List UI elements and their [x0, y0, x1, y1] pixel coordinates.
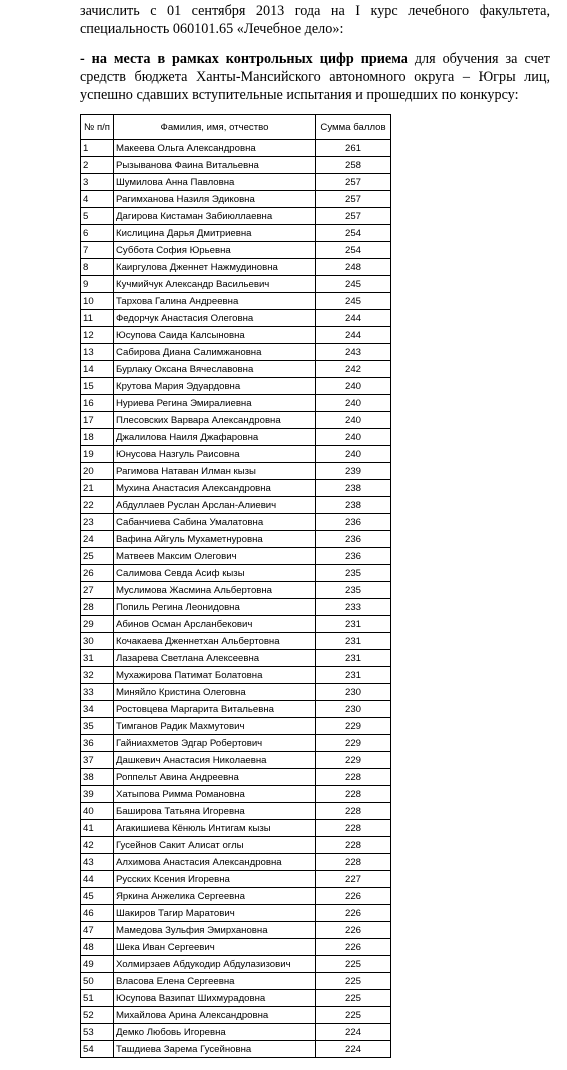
row-number: 50	[81, 973, 114, 990]
table-row	[81, 990, 391, 1007]
table-row	[81, 1007, 391, 1024]
enrollment-statement: зачислить с 01 сентября 2013 года на I курс лечебного факультета, специальность 060101.65 «Лечебное дело»:	[80, 3, 550, 37]
table-row	[81, 514, 391, 531]
row-score: 245	[316, 293, 391, 310]
row-score: 228	[316, 854, 391, 871]
row-full-name: Бурлаку Оксана Вячеславовна	[114, 361, 316, 378]
row-full-name: Кочакаева Дженнетхан Альбертовна	[114, 633, 316, 650]
row-score: 233	[316, 599, 391, 616]
row-score: 224	[316, 1041, 391, 1058]
row-number: 28	[81, 599, 114, 616]
row-score: 242	[316, 361, 391, 378]
table-row	[81, 854, 391, 871]
row-score: 245	[316, 276, 391, 293]
row-score: 231	[316, 650, 391, 667]
row-full-name: Гусейнов Сакит Алисат оглы	[114, 837, 316, 854]
row-number: 53	[81, 1024, 114, 1041]
row-number: 51	[81, 990, 114, 1007]
row-number: 31	[81, 650, 114, 667]
row-score: 240	[316, 378, 391, 395]
row-full-name: Агакишиева Кёнюль Интигам кызы	[114, 820, 316, 837]
row-number: 30	[81, 633, 114, 650]
row-score: 240	[316, 395, 391, 412]
row-full-name: Ростовцева Маргарита Витальевна	[114, 701, 316, 718]
table-body	[81, 140, 391, 1058]
row-score: 240	[316, 429, 391, 446]
row-score: 236	[316, 531, 391, 548]
row-number: 49	[81, 956, 114, 973]
row-full-name: Мухажирова Патимат Болатовна	[114, 667, 316, 684]
row-full-name: Мамедова Зульфия Эмирхановна	[114, 922, 316, 939]
row-score: 243	[316, 344, 391, 361]
table-row	[81, 871, 391, 888]
row-score: 240	[316, 412, 391, 429]
row-full-name: Юсупова Вазипат Шихмурадовна	[114, 990, 316, 1007]
row-number: 19	[81, 446, 114, 463]
row-number: 44	[81, 871, 114, 888]
row-number: 46	[81, 905, 114, 922]
table-row	[81, 684, 391, 701]
row-score: 236	[316, 514, 391, 531]
row-full-name: Кучмийчук Александр Васильевич	[114, 276, 316, 293]
table-row	[81, 310, 391, 327]
row-score: 254	[316, 225, 391, 242]
row-full-name: Матвеев Максим Олегович	[114, 548, 316, 565]
row-full-name: Дашкевич Анастасия Николаевна	[114, 752, 316, 769]
row-score: 257	[316, 191, 391, 208]
table-row	[81, 939, 391, 956]
table-row	[81, 191, 391, 208]
row-number: 14	[81, 361, 114, 378]
row-number: 34	[81, 701, 114, 718]
row-full-name: Тархова Галина Андреевна	[114, 293, 316, 310]
row-number: 45	[81, 888, 114, 905]
row-full-name: Мухина Анастасия Александровна	[114, 480, 316, 497]
row-number: 39	[81, 786, 114, 803]
table-row	[81, 293, 391, 310]
row-number: 42	[81, 837, 114, 854]
row-number: 1	[81, 140, 114, 157]
row-full-name: Рагимханова Назиля Эдиковна	[114, 191, 316, 208]
table-row	[81, 718, 391, 735]
funding-clause	[80, 50, 550, 104]
row-score: 230	[316, 684, 391, 701]
table-row	[81, 157, 391, 174]
row-number: 7	[81, 242, 114, 259]
row-number: 23	[81, 514, 114, 531]
row-score: 238	[316, 480, 391, 497]
table-row	[81, 174, 391, 191]
table-row	[81, 820, 391, 837]
header-number: № п/п	[81, 115, 114, 140]
row-full-name: Русских Ксения Игоревна	[114, 871, 316, 888]
row-full-name: Джалилова Наиля Джафаровна	[114, 429, 316, 446]
row-full-name: Плесовских Варвара Александровна	[114, 412, 316, 429]
row-score: 231	[316, 633, 391, 650]
row-number: 41	[81, 820, 114, 837]
row-number: 17	[81, 412, 114, 429]
row-full-name: Власова Елена Сергеевна	[114, 973, 316, 990]
row-number: 21	[81, 480, 114, 497]
table-row	[81, 208, 391, 225]
row-full-name: Салимова Севда Асиф кызы	[114, 565, 316, 582]
row-full-name: Баширова Татьяна Игоревна	[114, 803, 316, 820]
row-full-name: Суббота София Юрьевна	[114, 242, 316, 259]
row-full-name: Абинов Осман Арсланбекович	[114, 616, 316, 633]
row-full-name: Демко Любовь Игоревна	[114, 1024, 316, 1041]
row-score: 228	[316, 786, 391, 803]
table-row	[81, 769, 391, 786]
row-number: 9	[81, 276, 114, 293]
table-row	[81, 973, 391, 990]
table-row	[81, 259, 391, 276]
row-number: 48	[81, 939, 114, 956]
row-number: 29	[81, 616, 114, 633]
table-row	[81, 242, 391, 259]
table-row	[81, 599, 391, 616]
row-score: 226	[316, 905, 391, 922]
table-row	[81, 327, 391, 344]
table-row	[81, 395, 391, 412]
row-number: 5	[81, 208, 114, 225]
table-row	[81, 786, 391, 803]
row-full-name: Попиль Регина Леонидовна	[114, 599, 316, 616]
row-number: 11	[81, 310, 114, 327]
table-row	[81, 956, 391, 973]
row-score: 225	[316, 1007, 391, 1024]
row-full-name: Алхимова Анастасия Александровна	[114, 854, 316, 871]
table-row	[81, 412, 391, 429]
table-row	[81, 1024, 391, 1041]
row-score: 226	[316, 939, 391, 956]
row-score: 228	[316, 820, 391, 837]
table-header-row	[81, 115, 391, 140]
row-number: 35	[81, 718, 114, 735]
table-row	[81, 701, 391, 718]
row-full-name: Абдуллаев Руслан Арслан-Алиевич	[114, 497, 316, 514]
row-score: 225	[316, 990, 391, 1007]
row-full-name: Лазарева Светлана Алексеевна	[114, 650, 316, 667]
row-score: 229	[316, 752, 391, 769]
row-full-name: Роппельт Авина Андреевна	[114, 769, 316, 786]
table-row	[81, 837, 391, 854]
enrollment-table	[80, 114, 391, 1058]
table-row	[81, 922, 391, 939]
row-score: 225	[316, 956, 391, 973]
row-full-name: Тимганов Радик Махмутович	[114, 718, 316, 735]
row-full-name: Холмирзаев Абдукодир Абдулазизович	[114, 956, 316, 973]
row-full-name: Сабирова Диана Салимжановна	[114, 344, 316, 361]
row-number: 25	[81, 548, 114, 565]
row-number: 4	[81, 191, 114, 208]
table-row	[81, 1041, 391, 1058]
row-full-name: Сабанчиева Сабина Умалатовна	[114, 514, 316, 531]
row-full-name: Яркина Анжелика Сергеевна	[114, 888, 316, 905]
row-score: 231	[316, 667, 391, 684]
row-number: 24	[81, 531, 114, 548]
row-number: 16	[81, 395, 114, 412]
table-row	[81, 531, 391, 548]
row-full-name: Рызыванова Фаина Витальевна	[114, 157, 316, 174]
row-number: 20	[81, 463, 114, 480]
table-row	[81, 463, 391, 480]
row-number: 18	[81, 429, 114, 446]
row-number: 52	[81, 1007, 114, 1024]
row-score: 238	[316, 497, 391, 514]
row-score: 231	[316, 616, 391, 633]
table-row	[81, 633, 391, 650]
row-full-name: Нуриева Регина Эмиралиевна	[114, 395, 316, 412]
header-full-name: Фамилия, имя, отчество	[114, 115, 316, 140]
row-number: 38	[81, 769, 114, 786]
row-number: 54	[81, 1041, 114, 1058]
row-score: 244	[316, 327, 391, 344]
row-score: 226	[316, 922, 391, 939]
row-full-name: Михайлова Арина Александровна	[114, 1007, 316, 1024]
row-full-name: Шека Иван Сергеевич	[114, 939, 316, 956]
row-score: 224	[316, 1024, 391, 1041]
row-score: 248	[316, 259, 391, 276]
row-full-name: Крутова Мария Эдуардовна	[114, 378, 316, 395]
row-number: 10	[81, 293, 114, 310]
paragraph-gap	[80, 38, 550, 50]
row-full-name: Каиргулова Дженнет Нажмудиновна	[114, 259, 316, 276]
row-score: 226	[316, 888, 391, 905]
row-score: 261	[316, 140, 391, 157]
table-row	[81, 905, 391, 922]
header-score: Сумма баллов	[316, 115, 391, 140]
table-row	[81, 650, 391, 667]
row-number: 43	[81, 854, 114, 871]
funding-clause-bold: - на места в рамках контрольных цифр приема	[80, 51, 408, 67]
row-number: 36	[81, 735, 114, 752]
row-score: 244	[316, 310, 391, 327]
row-score: 257	[316, 174, 391, 191]
row-number: 40	[81, 803, 114, 820]
table-row	[81, 616, 391, 633]
table-row	[81, 344, 391, 361]
table-row	[81, 225, 391, 242]
row-score: 228	[316, 837, 391, 854]
table-row	[81, 429, 391, 446]
table-row	[81, 667, 391, 684]
row-score: 227	[316, 871, 391, 888]
row-score: 240	[316, 446, 391, 463]
row-full-name: Макеева Ольга Александровна	[114, 140, 316, 157]
row-score: 229	[316, 735, 391, 752]
row-score: 235	[316, 582, 391, 599]
row-number: 33	[81, 684, 114, 701]
row-number: 13	[81, 344, 114, 361]
table-row	[81, 378, 391, 395]
funding-clause-text: для обучения за счет средств бюджета Ханты-Мансийского автономного округа – Югры лиц, успешно сдавших вступительные испытания и прошедших по конкурсу:	[80, 51, 550, 103]
row-full-name: Юсупова Саида Калсыновна	[114, 327, 316, 344]
row-number: 6	[81, 225, 114, 242]
table-row	[81, 497, 391, 514]
row-full-name: Миняйло Кристина Олеговна	[114, 684, 316, 701]
row-number: 3	[81, 174, 114, 191]
row-score: 230	[316, 701, 391, 718]
table-row	[81, 480, 391, 497]
row-score: 254	[316, 242, 391, 259]
row-full-name: Шакиров Тагир Маратович	[114, 905, 316, 922]
row-full-name: Вафина Айгуль Мухаметнуровна	[114, 531, 316, 548]
row-full-name: Ташдиева Зарема Гусейновна	[114, 1041, 316, 1058]
row-number: 8	[81, 259, 114, 276]
row-number: 47	[81, 922, 114, 939]
row-number: 26	[81, 565, 114, 582]
table-row	[81, 361, 391, 378]
row-number: 15	[81, 378, 114, 395]
row-score: 258	[316, 157, 391, 174]
table-row	[81, 140, 391, 157]
row-number: 12	[81, 327, 114, 344]
table-row	[81, 803, 391, 820]
row-score: 228	[316, 769, 391, 786]
row-score: 228	[316, 803, 391, 820]
table-row	[81, 276, 391, 293]
table-row	[81, 582, 391, 599]
table-row	[81, 735, 391, 752]
row-number: 22	[81, 497, 114, 514]
row-score: 229	[316, 718, 391, 735]
table-row	[81, 446, 391, 463]
row-full-name: Хатыпова Римма Романовна	[114, 786, 316, 803]
table-row	[81, 548, 391, 565]
row-full-name: Федорчук Анастасия Олеговна	[114, 310, 316, 327]
row-full-name: Юнусова Назгуль Раисовна	[114, 446, 316, 463]
row-score: 257	[316, 208, 391, 225]
row-full-name: Кислицина Дарья Дмитриевна	[114, 225, 316, 242]
row-score: 239	[316, 463, 391, 480]
table-row	[81, 752, 391, 769]
row-full-name: Дагирова Кистаман Забиюллаевна	[114, 208, 316, 225]
row-number: 2	[81, 157, 114, 174]
row-score: 225	[316, 973, 391, 990]
row-number: 32	[81, 667, 114, 684]
row-score: 235	[316, 565, 391, 582]
table-row	[81, 565, 391, 582]
row-full-name: Рагимова Натаван Илман кызы	[114, 463, 316, 480]
row-full-name: Шумилова Анна Павловна	[114, 174, 316, 191]
row-full-name: Муслимова Жасмина Альбертовна	[114, 582, 316, 599]
row-number: 27	[81, 582, 114, 599]
row-score: 236	[316, 548, 391, 565]
row-number: 37	[81, 752, 114, 769]
document-intro	[80, 2, 550, 104]
row-full-name: Гайниахметов Эдгар Робертович	[114, 735, 316, 752]
table-row	[81, 888, 391, 905]
